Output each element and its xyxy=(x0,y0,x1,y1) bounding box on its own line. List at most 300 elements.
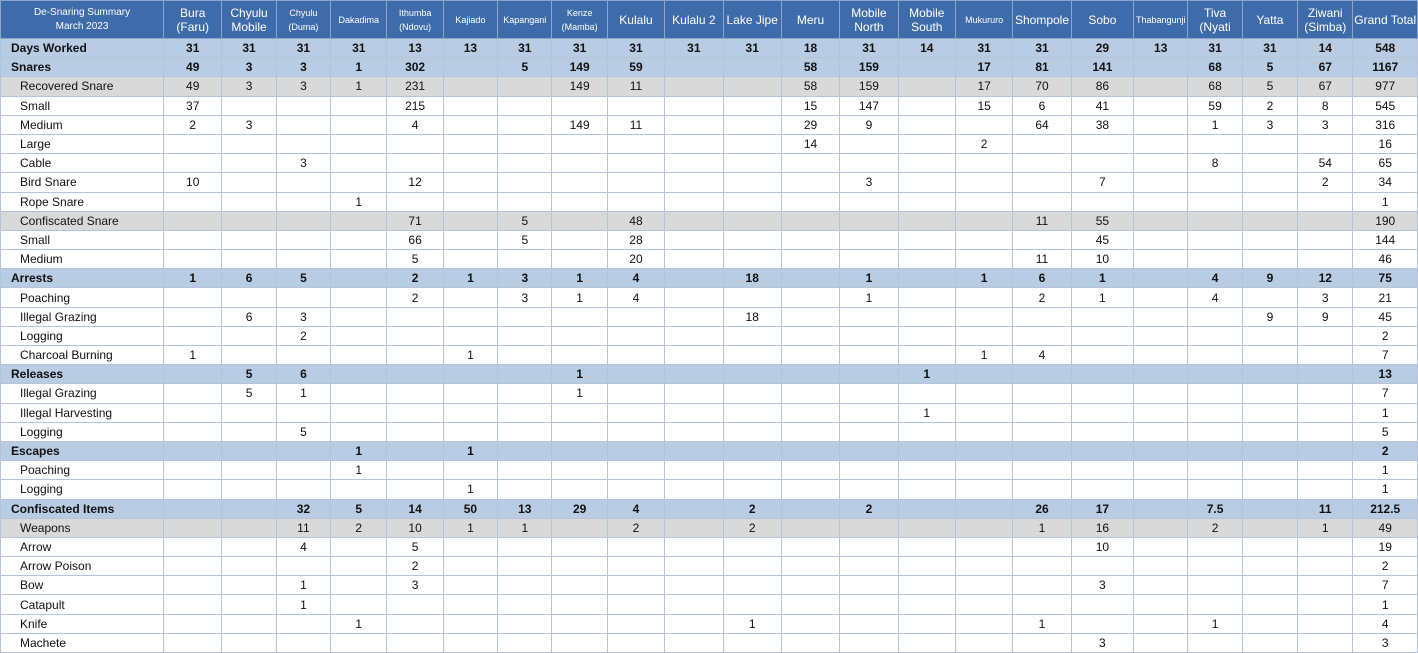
table-cell xyxy=(665,441,723,460)
table-cell: 15 xyxy=(781,96,839,115)
table-cell xyxy=(222,211,276,230)
table-cell xyxy=(723,250,781,269)
table-cell: 50 xyxy=(443,499,497,518)
table-cell xyxy=(1242,576,1297,595)
table-cell: 12 xyxy=(1298,269,1353,288)
table-cell xyxy=(955,422,1012,441)
row-label: Small xyxy=(1,96,164,115)
row-label: Logging xyxy=(1,480,164,499)
grand-total-cell: 21 xyxy=(1353,288,1418,307)
table-cell xyxy=(665,384,723,403)
table-cell xyxy=(552,230,607,249)
table-cell xyxy=(665,211,723,230)
table-cell xyxy=(164,403,222,422)
column-header: Shompole xyxy=(1013,1,1071,39)
table-cell xyxy=(665,173,723,192)
table-cell: 1 xyxy=(1298,518,1353,537)
table-cell xyxy=(665,230,723,249)
table-cell xyxy=(1242,595,1297,614)
table-cell: 7.5 xyxy=(1188,499,1242,518)
table-cell xyxy=(164,614,222,633)
table-row xyxy=(1,77,1418,96)
table-cell xyxy=(331,307,387,326)
table-cell xyxy=(1188,403,1242,422)
table-cell xyxy=(1134,307,1188,326)
table-cell xyxy=(164,134,222,153)
table-cell xyxy=(222,537,276,556)
section-row xyxy=(1,441,1418,460)
table-cell: 5 xyxy=(276,422,330,441)
table-cell xyxy=(955,518,1012,537)
table-cell xyxy=(222,96,276,115)
table-cell xyxy=(665,307,723,326)
table-cell: 2 xyxy=(276,326,330,345)
column-header: Meru xyxy=(781,1,839,39)
table-cell: 14 xyxy=(1298,39,1353,58)
table-cell xyxy=(723,288,781,307)
table-cell xyxy=(665,192,723,211)
table-cell xyxy=(1242,499,1297,518)
table-cell: 2 xyxy=(164,115,222,134)
column-header: Thabangunji xyxy=(1134,1,1188,39)
table-cell xyxy=(222,576,276,595)
table-cell xyxy=(1013,230,1071,249)
table-cell xyxy=(1013,326,1071,345)
table-cell: 5 xyxy=(331,499,387,518)
table-cell xyxy=(1134,288,1188,307)
row-label: Days Worked xyxy=(1,39,164,58)
table-cell xyxy=(665,115,723,134)
grand-total-cell: 2 xyxy=(1353,326,1418,345)
table-row xyxy=(1,134,1418,153)
table-cell: 6 xyxy=(1013,269,1071,288)
row-label: Bird Snare xyxy=(1,173,164,192)
table-cell xyxy=(607,365,664,384)
table-row xyxy=(1,595,1418,614)
table-cell xyxy=(898,96,955,115)
table-cell xyxy=(898,441,955,460)
table-cell: 29 xyxy=(1071,39,1133,58)
table-row xyxy=(1,173,1418,192)
table-cell xyxy=(1298,346,1353,365)
table-cell: 71 xyxy=(387,211,443,230)
table-cell xyxy=(723,58,781,77)
table-cell xyxy=(1298,384,1353,403)
table-cell: 1 xyxy=(498,518,552,537)
table-cell: 2 xyxy=(1188,518,1242,537)
table-cell xyxy=(898,326,955,345)
table-cell xyxy=(443,614,497,633)
column-header: Kapangani xyxy=(498,1,552,39)
grand-total-cell: 144 xyxy=(1353,230,1418,249)
table-cell xyxy=(840,326,898,345)
table-cell xyxy=(781,192,839,211)
table-cell xyxy=(443,96,497,115)
table-cell xyxy=(955,154,1012,173)
table-cell xyxy=(164,326,222,345)
table-cell xyxy=(498,557,552,576)
table-cell: 2 xyxy=(1298,173,1353,192)
table-cell xyxy=(1188,192,1242,211)
table-cell xyxy=(498,537,552,556)
table-cell xyxy=(443,461,497,480)
table-cell: 6 xyxy=(1013,96,1071,115)
table-cell xyxy=(498,461,552,480)
table-cell xyxy=(222,461,276,480)
table-cell xyxy=(1134,77,1188,96)
table-cell xyxy=(840,576,898,595)
table-cell xyxy=(1298,192,1353,211)
table-cell xyxy=(840,230,898,249)
table-cell xyxy=(443,58,497,77)
table-cell xyxy=(1134,250,1188,269)
row-label: Large xyxy=(1,134,164,153)
table-cell xyxy=(1242,403,1297,422)
table-row xyxy=(1,576,1418,595)
table-cell xyxy=(898,154,955,173)
table-cell xyxy=(840,403,898,422)
table-cell xyxy=(665,346,723,365)
table-cell xyxy=(387,134,443,153)
grand-total-cell: 1167 xyxy=(1353,58,1418,77)
table-cell xyxy=(955,595,1012,614)
table-cell xyxy=(898,211,955,230)
table-cell xyxy=(552,480,607,499)
table-cell xyxy=(552,576,607,595)
table-cell xyxy=(1298,614,1353,633)
table-cell xyxy=(607,403,664,422)
table-cell xyxy=(1188,441,1242,460)
table-cell xyxy=(222,288,276,307)
table-cell: 2 xyxy=(1242,96,1297,115)
row-label: Snares xyxy=(1,58,164,77)
table-cell xyxy=(840,154,898,173)
table-cell: 1 xyxy=(840,269,898,288)
table-cell: 12 xyxy=(387,173,443,192)
table-cell xyxy=(898,614,955,633)
table-cell xyxy=(164,557,222,576)
table-cell xyxy=(1188,461,1242,480)
table-cell: 1 xyxy=(552,365,607,384)
row-label: Illegal Harvesting xyxy=(1,403,164,422)
table-cell xyxy=(1242,537,1297,556)
table-row xyxy=(1,557,1418,576)
table-row xyxy=(1,326,1418,345)
table-cell xyxy=(222,346,276,365)
table-cell xyxy=(1134,576,1188,595)
table-cell xyxy=(443,230,497,249)
table-cell xyxy=(552,154,607,173)
table-row xyxy=(1,154,1418,173)
table-cell xyxy=(955,250,1012,269)
table-cell xyxy=(1188,365,1242,384)
table-cell xyxy=(1013,537,1071,556)
table-cell xyxy=(665,480,723,499)
table-cell xyxy=(781,595,839,614)
table-cell xyxy=(498,480,552,499)
table-cell: 31 xyxy=(164,39,222,58)
table-cell: 59 xyxy=(1188,96,1242,115)
table-cell: 26 xyxy=(1013,499,1071,518)
table-cell xyxy=(387,326,443,345)
table-cell xyxy=(723,115,781,134)
table-cell xyxy=(552,614,607,633)
table-cell xyxy=(607,154,664,173)
column-header: Tiva (Nyati xyxy=(1188,1,1242,39)
table-cell: 31 xyxy=(665,39,723,58)
table-cell xyxy=(1013,422,1071,441)
table-cell xyxy=(665,461,723,480)
table-cell xyxy=(222,134,276,153)
table-cell: 4 xyxy=(1188,269,1242,288)
table-cell xyxy=(840,633,898,652)
table-cell: 31 xyxy=(331,39,387,58)
table-cell xyxy=(1134,192,1188,211)
table-cell xyxy=(1134,499,1188,518)
table-cell xyxy=(607,480,664,499)
table-cell xyxy=(1188,557,1242,576)
row-label: Arrow xyxy=(1,537,164,556)
row-label: Machete xyxy=(1,633,164,652)
table-cell: 18 xyxy=(723,307,781,326)
table-cell: 1 xyxy=(1071,288,1133,307)
table-cell xyxy=(1134,365,1188,384)
table-cell xyxy=(164,307,222,326)
table-cell xyxy=(665,326,723,345)
table-cell xyxy=(723,77,781,96)
table-cell xyxy=(443,250,497,269)
table-cell xyxy=(840,211,898,230)
table-cell xyxy=(665,288,723,307)
table-cell: 29 xyxy=(781,115,839,134)
table-cell xyxy=(1071,422,1133,441)
table-cell xyxy=(1242,250,1297,269)
column-header: Dakadima xyxy=(331,1,387,39)
table-cell xyxy=(607,422,664,441)
table-cell xyxy=(222,230,276,249)
table-cell xyxy=(781,307,839,326)
table-cell xyxy=(898,557,955,576)
column-header: Kulalu xyxy=(607,1,664,39)
column-header: Yatta xyxy=(1242,1,1297,39)
table-cell xyxy=(1242,384,1297,403)
column-header: Kajiado xyxy=(443,1,497,39)
row-label: Confiscated Items xyxy=(1,499,164,518)
table-cell xyxy=(607,384,664,403)
table-cell xyxy=(1071,461,1133,480)
table-cell: 13 xyxy=(387,39,443,58)
table-cell xyxy=(955,211,1012,230)
table-cell: 1 xyxy=(443,269,497,288)
table-cell xyxy=(723,422,781,441)
table-cell xyxy=(331,403,387,422)
table-cell xyxy=(607,633,664,652)
table-cell: 31 xyxy=(840,39,898,58)
table-cell xyxy=(1188,307,1242,326)
table-cell: 1 xyxy=(331,77,387,96)
table-cell xyxy=(276,403,330,422)
table-cell xyxy=(1298,537,1353,556)
table-cell xyxy=(276,614,330,633)
table-cell xyxy=(665,576,723,595)
table-cell xyxy=(607,537,664,556)
table-cell xyxy=(1071,480,1133,499)
table-cell xyxy=(331,154,387,173)
table-row xyxy=(1,537,1418,556)
table-cell: 5 xyxy=(222,384,276,403)
table-cell xyxy=(498,384,552,403)
table-cell xyxy=(387,422,443,441)
table-cell xyxy=(898,269,955,288)
table-cell xyxy=(1242,346,1297,365)
table-cell xyxy=(840,614,898,633)
table-cell xyxy=(723,154,781,173)
table-cell xyxy=(1188,633,1242,652)
table-cell: 18 xyxy=(781,39,839,58)
table-cell: 31 xyxy=(1242,39,1297,58)
table-cell xyxy=(898,115,955,134)
table-cell xyxy=(665,96,723,115)
table-cell xyxy=(331,269,387,288)
table-cell xyxy=(898,422,955,441)
table-cell xyxy=(840,192,898,211)
table-cell xyxy=(1013,192,1071,211)
table-cell xyxy=(164,518,222,537)
table-cell xyxy=(723,192,781,211)
table-cell xyxy=(552,326,607,345)
table-cell xyxy=(1188,326,1242,345)
row-label: Confiscated Snare xyxy=(1,211,164,230)
table-cell xyxy=(1134,441,1188,460)
table-cell: 2 xyxy=(723,518,781,537)
table-cell: 3 xyxy=(498,269,552,288)
table-cell xyxy=(1242,134,1297,153)
table-cell xyxy=(665,633,723,652)
table-cell: 49 xyxy=(164,77,222,96)
grand-total-cell: 548 xyxy=(1353,39,1418,58)
grand-total-cell: 49 xyxy=(1353,518,1418,537)
table-cell: 149 xyxy=(552,115,607,134)
table-cell xyxy=(781,326,839,345)
table-cell xyxy=(276,134,330,153)
table-cell xyxy=(840,595,898,614)
table-cell: 14 xyxy=(387,499,443,518)
table-cell: 31 xyxy=(1013,39,1071,58)
table-cell xyxy=(1298,326,1353,345)
table-cell: 64 xyxy=(1013,115,1071,134)
table-body xyxy=(1,39,1418,653)
table-cell: 3 xyxy=(387,576,443,595)
column-header: Kenze (Mamba) xyxy=(552,1,607,39)
table-row xyxy=(1,192,1418,211)
table-cell: 6 xyxy=(276,365,330,384)
table-cell xyxy=(723,441,781,460)
table-cell xyxy=(665,499,723,518)
table-cell xyxy=(552,557,607,576)
table-cell: 1 xyxy=(552,288,607,307)
table-cell xyxy=(781,499,839,518)
table-cell xyxy=(498,595,552,614)
table-cell xyxy=(840,480,898,499)
table-cell xyxy=(1071,346,1133,365)
column-header: Kulalu 2 xyxy=(665,1,723,39)
column-header: Mobile North xyxy=(840,1,898,39)
table-cell: 13 xyxy=(498,499,552,518)
table-cell: 55 xyxy=(1071,211,1133,230)
table-cell: 14 xyxy=(898,39,955,58)
table-cell xyxy=(498,422,552,441)
table-cell: 5 xyxy=(1242,58,1297,77)
table-cell xyxy=(1134,115,1188,134)
table-cell: 147 xyxy=(840,96,898,115)
table-cell: 8 xyxy=(1298,96,1353,115)
table-cell xyxy=(723,365,781,384)
table-cell xyxy=(781,269,839,288)
table-cell xyxy=(1013,154,1071,173)
table-cell xyxy=(955,230,1012,249)
table-cell: 5 xyxy=(498,58,552,77)
grand-total-cell: 212.5 xyxy=(1353,499,1418,518)
column-header: Chyulu Mobile xyxy=(222,1,276,39)
table-cell xyxy=(781,403,839,422)
table-cell: 9 xyxy=(1242,269,1297,288)
table-cell xyxy=(387,614,443,633)
grand-total-cell: 2 xyxy=(1353,557,1418,576)
table-cell xyxy=(1298,633,1353,652)
table-cell xyxy=(898,192,955,211)
row-label: Escapes xyxy=(1,441,164,460)
table-cell xyxy=(164,192,222,211)
table-cell: 1 xyxy=(1188,115,1242,134)
table-cell xyxy=(1013,403,1071,422)
table-cell: 15 xyxy=(955,96,1012,115)
table-cell: 18 xyxy=(723,269,781,288)
table-cell xyxy=(498,250,552,269)
table-cell xyxy=(723,557,781,576)
table-cell xyxy=(781,211,839,230)
table-cell xyxy=(164,461,222,480)
table-cell xyxy=(665,537,723,556)
table-row xyxy=(1,480,1418,499)
table-cell xyxy=(1013,307,1071,326)
table-cell xyxy=(665,518,723,537)
table-cell xyxy=(498,403,552,422)
table-cell xyxy=(955,307,1012,326)
table-cell xyxy=(443,403,497,422)
table-row xyxy=(1,230,1418,249)
table-cell xyxy=(276,96,330,115)
table-cell xyxy=(898,288,955,307)
table-cell xyxy=(781,154,839,173)
column-header: Mukururo xyxy=(955,1,1012,39)
table-cell: 10 xyxy=(1071,537,1133,556)
table-cell xyxy=(665,365,723,384)
table-cell: 10 xyxy=(387,518,443,537)
table-cell: 1 xyxy=(552,269,607,288)
table-cell: 2 xyxy=(331,518,387,537)
table-cell: 37 xyxy=(164,96,222,115)
table-cell: 38 xyxy=(1071,115,1133,134)
table-cell: 31 xyxy=(955,39,1012,58)
table-row xyxy=(1,384,1418,403)
table-cell xyxy=(955,403,1012,422)
table-cell xyxy=(164,633,222,652)
table-cell: 1 xyxy=(331,461,387,480)
table-cell xyxy=(1013,595,1071,614)
table-cell: 31 xyxy=(222,39,276,58)
table-cell xyxy=(1242,326,1297,345)
table-cell xyxy=(1013,461,1071,480)
